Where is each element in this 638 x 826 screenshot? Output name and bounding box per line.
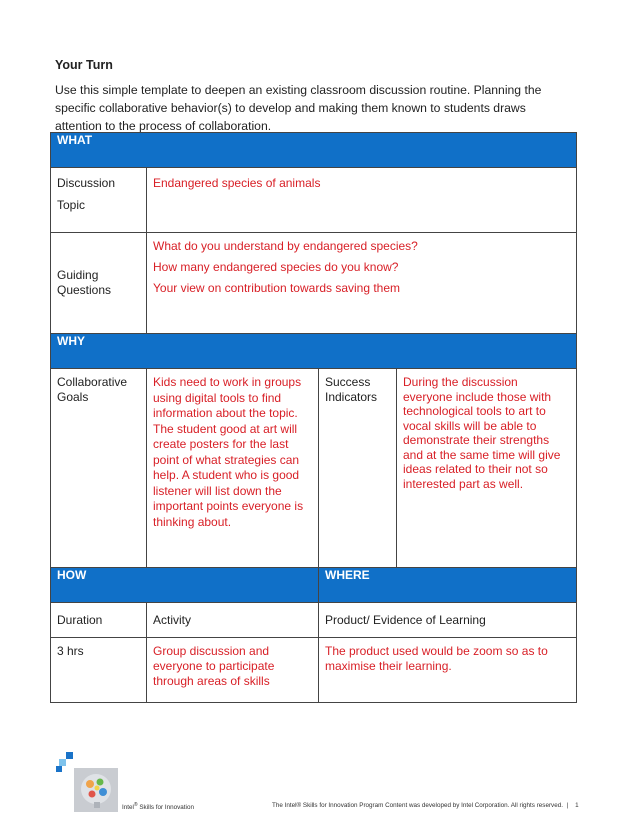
what-band-row [51, 133, 577, 168]
where-band: WHERE [319, 568, 577, 603]
question-item: How many endangered species do you know? [153, 260, 399, 274]
goals-row [51, 369, 577, 568]
product-header: Product/ Evidence of Learning [319, 603, 577, 638]
planning-template-table [50, 132, 577, 703]
indicators-value: During the discussion everyone include those with technological tools to art to vocal skills will be able to demonstrate their strengths and at the same time will give ideas related to their not so interested part as well. [397, 369, 577, 568]
question-item: What do you understand by endangered species? [153, 239, 418, 253]
how-header-row [51, 603, 577, 638]
skills-for-innovation-logo [56, 752, 120, 812]
goals-value: Kids need to work in groups using digital tools to find information about the topic. The student good at art will create posters for the last point of what strategies can help. A student who is good listener will list down the important points everyone is thinking about. [147, 369, 319, 568]
questions-row [51, 233, 577, 334]
why-band: WHY [51, 334, 577, 369]
duration-value: 3 hrs [51, 638, 147, 703]
topic-label: Discussion Topic [51, 168, 147, 233]
page-number: 1 [575, 802, 579, 809]
product-value: The product used would be zoom so as to maximise their learning. [319, 638, 577, 703]
guiding-questions [147, 233, 577, 334]
why-band-row [51, 334, 577, 369]
what-band: WHAT [51, 133, 577, 168]
activity-header: Activity [147, 603, 319, 638]
footer-notice: The Intel® Skills for Innovation Program Content was developed by Intel Corporation. All rights reserved. | 1 [272, 802, 579, 809]
indicators-label: Success Indicators [319, 369, 397, 568]
question-item: Your view on contribution towards saving them [153, 281, 401, 295]
duration-header: Duration [51, 603, 147, 638]
goals-label: Collaborative Goals [51, 369, 147, 568]
how-band: HOW [51, 568, 319, 603]
how-value-row [51, 638, 577, 703]
footer-separator: | [566, 802, 569, 809]
questions-label: Guiding Questions [51, 233, 147, 334]
topic-value: Endangered species of animals [147, 168, 577, 233]
footer-brand: Intel® Skills for Innovation [122, 802, 194, 812]
how-where-band-row [51, 568, 577, 603]
topic-row [51, 168, 577, 233]
activity-value: Group discussion and everyone to participate through areas of skills [147, 638, 319, 703]
page-title: Your Turn [55, 58, 113, 72]
intro-paragraph: Use this simple template to deepen an existing classroom discussion routine. Planning the specific collaborative behavior(s) to develop and making them known to students draws attention to the process of collaboration. [55, 83, 542, 133]
